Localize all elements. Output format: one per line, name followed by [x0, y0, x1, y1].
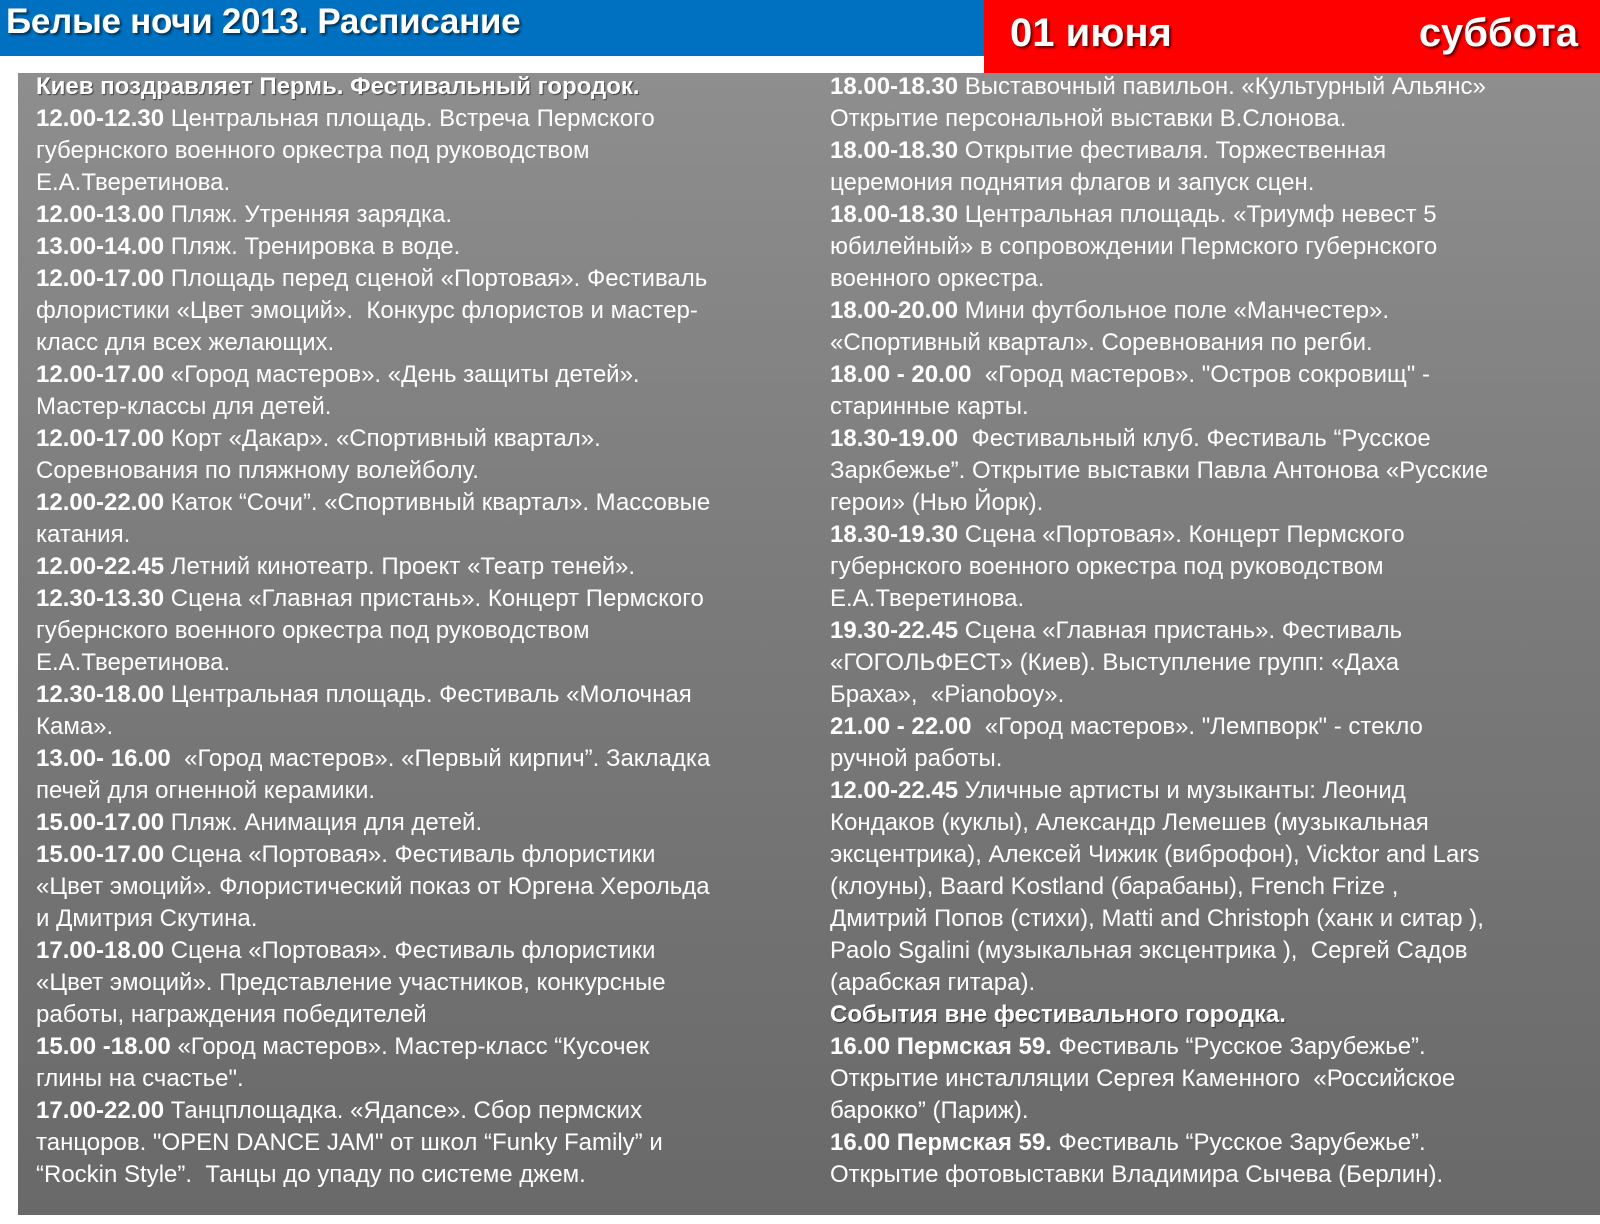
entry-text: работы, награждения победителей [36, 1001, 427, 1028]
entry-text: церемония поднятия флагов и запуск сцен. [830, 169, 1315, 196]
entry-line [830, 743, 1600, 775]
entry-line [830, 775, 1600, 807]
entry-text: Танцплощадка. «Ядance». Сбор пермских [164, 1097, 643, 1124]
entry-line [36, 1063, 818, 1095]
entry-time: 17.00-18.00 [36, 937, 165, 964]
entry-text: Сцена «Портовая». Концерт Пермского [958, 521, 1405, 548]
entry-time: 12.00-12.30 [36, 105, 165, 132]
entry-text: флористики «Цвет эмоций». Конкурс флористов и мастер- [36, 297, 698, 324]
entry-line [830, 647, 1600, 679]
entry-text: и Дмитрия Скутина. [36, 905, 258, 932]
entry-line [830, 71, 1600, 103]
entry-time: 18.00-18.30 [830, 201, 959, 228]
entry-time: 18.30-19.30 [830, 521, 959, 548]
entry-text: Е.А.Тверетинова. [830, 585, 1025, 612]
schedule-entry [830, 775, 1600, 999]
entry-text: губернского военного оркестра под руководством [830, 553, 1384, 580]
entry-line [830, 1159, 1600, 1191]
entry-line [830, 359, 1600, 391]
entry-line [36, 711, 818, 743]
entry-text: Соревнования по пляжному волейболу. [36, 457, 479, 484]
entry-text: герои» (Нью Йорк). [830, 489, 1044, 516]
entry-text: Сцена «Портовая». Фестиваль флористики [164, 937, 656, 964]
entry-text: Дмитрий Попов (стихи), Matti and Christoph (ханк и ситар ), [830, 905, 1484, 932]
entry-text: (клоуны), Baard Kostland (барабаны), French Frize , [830, 873, 1399, 900]
entry-text: класс для всех желающих. [36, 329, 335, 356]
entry-text: Сцена «Главная пристань». Фестиваль [958, 617, 1403, 644]
entry-line [36, 167, 818, 199]
schedule-entry [830, 71, 1600, 135]
schedule-entry [830, 295, 1600, 359]
entry-text: «Город мастеров». Мастер-класс “Кусочек [170, 1033, 650, 1060]
entry-line [830, 231, 1600, 263]
entry-line [36, 871, 818, 903]
entry-text: Сцена «Портовая». Фестиваль флористики [164, 841, 656, 868]
entry-line [830, 1031, 1600, 1063]
schedule-entry [830, 423, 1600, 519]
entry-text: «Цвет эмоций». Представление участников, конкурсные [36, 969, 666, 996]
entry-line [36, 1031, 818, 1063]
entry-list-left [36, 103, 818, 1191]
schedule-entry [830, 1127, 1600, 1191]
entry-time: 12.00-17.00 [36, 361, 165, 388]
entry-time: 12.00-22.45 [830, 777, 959, 804]
entry-time: 18.00-18.30 [830, 137, 959, 164]
entry-line [830, 103, 1600, 135]
entry-text: Пляж. Анимация для детей. [164, 809, 483, 836]
entry-text: Уличные артисты и музыканты: Леонид [958, 777, 1406, 804]
entry-time: 18.30-19.00 [830, 425, 959, 452]
entry-text: «Город мастеров». «День защиты детей». [164, 361, 640, 388]
schedule-entry [36, 103, 818, 199]
entry-list-outside [830, 1031, 1600, 1191]
entry-text: печей для огненной керамики. [36, 777, 376, 804]
entry-line [36, 903, 818, 935]
entry-line [830, 807, 1600, 839]
entry-text: Центральная площадь. «Триумф невест 5 [958, 201, 1437, 228]
entry-line [830, 487, 1600, 519]
entry-time: 16.00 Пермская 59. [830, 1129, 1052, 1156]
entry-line [830, 519, 1600, 551]
entry-line [830, 295, 1600, 327]
schedule-entry [830, 519, 1600, 615]
entry-text: «ГОГОЛЬФЕСТ» (Киев). Выступление групп: «Даха [830, 649, 1400, 676]
entry-text: эксцентрика), Алексей Чижик (виброфон), Vicktor and Lars [830, 841, 1480, 868]
entry-line [830, 167, 1600, 199]
entry-line [36, 263, 818, 295]
entry-line [36, 583, 818, 615]
schedule-entry [36, 1095, 818, 1191]
entry-text: Корт «Дакар». «Спортивный квартал». [164, 425, 601, 452]
entry-text: Фестиваль “Русское Зарубежье”. [1051, 1129, 1426, 1156]
entry-text: Фестиваль “Русское Зарубежье”. [1051, 1033, 1426, 1060]
entry-text: «Город мастеров». «Первый кирпич”. Закладка [170, 745, 711, 772]
entry-text: Центральная площадь. Фестиваль «Молочная [164, 681, 692, 708]
entry-text: «Город мастеров». "Лемпворк" - стекло [971, 713, 1423, 740]
entry-time: 15.00-17.00 [36, 841, 165, 868]
entry-text: Площадь перед сценой «Портовая». Фестиваль [164, 265, 708, 292]
entry-time: 12.00-13.00 [36, 201, 165, 228]
weekday-label: суббота [1418, 11, 1578, 55]
entry-text: Открытие фотовыставки Владимира Сычева (Берлин). [830, 1161, 1444, 1188]
entry-time: 21.00 - 22.00 [830, 713, 972, 740]
entry-line [36, 359, 818, 391]
schedule-entry [36, 679, 818, 743]
schedule-column-right [830, 71, 1600, 1191]
schedule-column-left [36, 71, 818, 1191]
entry-line [830, 455, 1600, 487]
schedule-entry [36, 583, 818, 679]
entry-text: Е.А.Тверетинова. [36, 649, 231, 676]
entry-line [830, 327, 1600, 359]
entry-text: Мини футбольное поле «Манчестер». [958, 297, 1389, 324]
entry-time: 18.00-18.30 [830, 73, 959, 100]
entry-line [830, 1095, 1600, 1127]
entry-list-right [830, 71, 1600, 999]
section-heading: Киев поздравляет Пермь. Фестивальный городок. [36, 73, 640, 100]
entry-line [36, 391, 818, 423]
entry-line [36, 423, 818, 455]
entry-text: Открытие инсталляции Сергея Каменного «Российское [830, 1065, 1456, 1092]
entry-time: 18.00 - 20.00 [830, 361, 972, 388]
entry-line [36, 999, 818, 1031]
schedule-entry [36, 231, 818, 263]
section-heading-outside: События вне фестивального городка. [830, 1001, 1286, 1028]
entry-text: Открытие персональной выставки В.Слонова. [830, 105, 1347, 132]
entry-text: «Цвет эмоций». Флористический показ от Юргена Херольда [36, 873, 710, 900]
entry-time: 12.30-18.00 [36, 681, 165, 708]
entry-line [830, 583, 1600, 615]
entry-line [830, 935, 1600, 967]
schedule-entry [830, 1031, 1600, 1127]
entry-text: военного оркестра. [830, 265, 1045, 292]
entry-line [36, 551, 818, 583]
entry-line [830, 135, 1600, 167]
entry-time: 12.00-22.00 [36, 489, 165, 516]
entry-text: Каток “Сочи”. «Спортивный квартал». Массовые [164, 489, 711, 516]
entry-text: катания. [36, 521, 131, 548]
entry-text: Выставочный павильон. «Культурный Альянс» [958, 73, 1486, 100]
entry-text: Е.А.Тверетинова. [36, 169, 231, 196]
entry-line [36, 455, 818, 487]
entry-line [36, 1095, 818, 1127]
entry-line [36, 231, 818, 263]
schedule-entry [36, 423, 818, 487]
entry-text: Заркбежье”. Открытие выставки Павла Антонова «Русские [830, 457, 1489, 484]
entry-text: Сцена «Главная пристань». Концерт Пермского [164, 585, 704, 612]
entry-line [36, 295, 818, 327]
entry-text: ручной работы. [830, 745, 1003, 772]
entry-text: Пляж. Тренировка в воде. [164, 233, 461, 260]
entry-line [36, 1127, 818, 1159]
entry-time: 13.00-14.00 [36, 233, 165, 260]
entry-line [830, 871, 1600, 903]
entry-line [830, 839, 1600, 871]
schedule-entry [36, 807, 818, 839]
entry-time: 17.00-22.00 [36, 1097, 165, 1124]
entry-line [36, 807, 818, 839]
entry-line [830, 679, 1600, 711]
entry-text: барокко” (Париж). [830, 1097, 1029, 1124]
schedule-entry [36, 199, 818, 231]
entry-line [36, 647, 818, 679]
entry-line [36, 615, 818, 647]
entry-line [36, 103, 818, 135]
entry-line [36, 327, 818, 359]
entry-time: 12.00-17.00 [36, 425, 165, 452]
schedule-entry [36, 743, 818, 807]
schedule-entry [830, 135, 1600, 199]
entry-text: «Спортивный квартал». Соревнования по регби. [830, 329, 1373, 356]
entry-text: губернского военного оркестра под руководством [36, 137, 590, 164]
entry-text: Мастер-классы для детей. [36, 393, 332, 420]
entry-text: Открытие фестиваля. Торжественная [958, 137, 1387, 164]
entry-text: Paolo Sgalini (музыкальная эксцентрика ), Сергей Садов [830, 937, 1468, 964]
entry-line [36, 775, 818, 807]
entry-text: (арабская гитара). [830, 969, 1036, 996]
entry-line [36, 199, 818, 231]
entry-text: Фестивальный клуб. Фестиваль “Русское [958, 425, 1431, 452]
schedule-entry [830, 199, 1600, 295]
entry-text: Кондаков (куклы), Александр Лемешев (музыкальная [830, 809, 1429, 836]
entry-text: Кама». [36, 713, 114, 740]
entry-line [36, 743, 818, 775]
schedule-entry [36, 487, 818, 551]
entry-line [830, 1063, 1600, 1095]
entry-line [830, 263, 1600, 295]
entry-text: глины на счастье". [36, 1065, 244, 1092]
entry-line [830, 903, 1600, 935]
schedule-entry [36, 359, 818, 423]
entry-line [830, 199, 1600, 231]
entry-line [830, 391, 1600, 423]
entry-line [36, 519, 818, 551]
schedule-entry [830, 615, 1600, 711]
schedule-entry [36, 935, 818, 1031]
schedule-entry [830, 359, 1600, 423]
entry-text: Центральная площадь. Встреча Пермского [164, 105, 655, 132]
schedule-entry [36, 1031, 818, 1095]
entry-text: “Rockin Style”. Танцы до упаду по системе джем. [36, 1161, 586, 1188]
entry-line [830, 423, 1600, 455]
entry-text: старинные карты. [830, 393, 1029, 420]
entry-line [36, 135, 818, 167]
entry-time: 12.30-13.30 [36, 585, 165, 612]
schedule-entry [830, 711, 1600, 775]
entry-line [36, 1159, 818, 1191]
entry-line [830, 967, 1600, 999]
entry-text: «Город мастеров». "Остров сокровищ" - [971, 361, 1430, 388]
entry-time: 18.00-20.00 [830, 297, 959, 324]
entry-line [830, 1127, 1600, 1159]
entry-line [36, 487, 818, 519]
entry-text: юбилейный» в сопровождении Пермского губернского [830, 233, 1438, 260]
date-label: 01 июня [1010, 11, 1172, 55]
entry-time: 16.00 Пермская 59. [830, 1033, 1052, 1060]
entry-line [830, 615, 1600, 647]
page-title: Белые ночи 2013. Расписание [6, 2, 521, 41]
entry-text: Браха», «Pianoboy». [830, 681, 1065, 708]
entry-line [36, 967, 818, 999]
schedule-entry [36, 839, 818, 935]
entry-line [36, 679, 818, 711]
entry-line [36, 935, 818, 967]
entry-line [830, 551, 1600, 583]
entry-time: 13.00- 16.00 [36, 745, 171, 772]
entry-line [36, 839, 818, 871]
schedule-entry [36, 263, 818, 359]
entry-time: 12.00-17.00 [36, 265, 165, 292]
entry-line [830, 711, 1600, 743]
entry-time: 12.00-22.45 [36, 553, 165, 580]
entry-text: Пляж. Утренняя зарядка. [164, 201, 452, 228]
entry-text: губернского военного оркестра под руководством [36, 617, 590, 644]
entry-time: 15.00 -18.00 [36, 1033, 171, 1060]
entry-time: 15.00-17.00 [36, 809, 165, 836]
schedule-entry [36, 551, 818, 583]
entry-text: Летний кинотеатр. Проект «Театр теней». [164, 553, 636, 580]
entry-text: танцоров. "OPEN DANCE JAM" от школ “Funky Family” и [36, 1129, 663, 1156]
entry-time: 19.30-22.45 [830, 617, 959, 644]
